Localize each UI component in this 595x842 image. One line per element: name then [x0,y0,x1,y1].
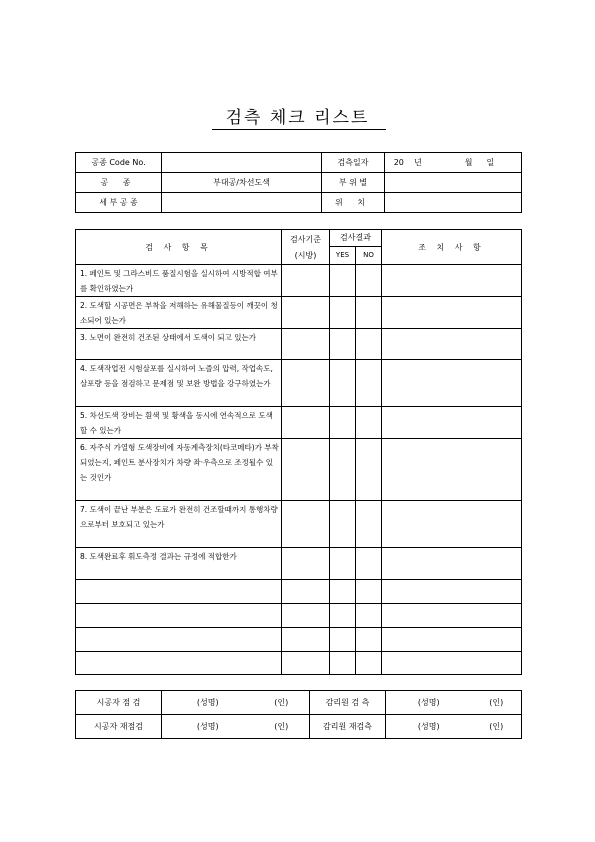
checklist-item-text: 4. 도색작업전 시험살포를 실시하여 노즐의 압력, 작업속도, 살포량 등을 점검하고 문제점 및 보완 방법을 강구하였는가 [76,360,282,407]
checklist-action-cell[interactable] [382,652,522,675]
checklist-standard-cell[interactable] [282,604,330,628]
checklist-yes-cell[interactable] [330,329,356,360]
checklist-standard-cell[interactable] [282,407,330,439]
checklist-no-cell[interactable] [356,297,382,329]
checklist-item-text: 1. 페인트 및 그라스비드 품질시험을 실시하여 시방적합 여부를 확인하였는가 [76,265,282,297]
signoff-contractor-recheck-label: 시공자 재점검 [76,715,162,739]
checklist-action-cell[interactable] [382,329,522,360]
checklist-action-cell[interactable] [382,439,522,501]
checklist-row [76,628,522,652]
checklist-row [76,604,522,628]
checklist-row [76,265,522,297]
info-label-date: 검측일자 [322,153,385,173]
checklist-no-cell[interactable] [356,652,382,675]
checklist-yes-cell[interactable] [330,265,356,297]
checklist-standard-cell[interactable] [282,652,330,675]
checklist-standard-cell[interactable] [282,329,330,360]
signoff-contractor-seal[interactable]: (인) [254,691,310,715]
signoff-contractor-recheck-name[interactable]: (성명) [162,715,254,739]
signoff-contractor-recheck-seal[interactable]: (인) [254,715,310,739]
info-label-location: 위 치 [322,193,385,213]
checklist-standard-cell[interactable] [282,360,330,407]
checklist-no-cell[interactable] [356,580,382,604]
checklist-item-text: 6. 자주식 가열형 도색장비에 자동계측장치(타코메타)가 부착되었는지, 페인트 분사장치가 차량 좌·우측으로 조정될수 있는 것인가 [76,439,282,501]
info-date-month[interactable] [431,153,477,173]
header-standard [282,230,330,265]
checklist-standard-cell[interactable] [282,628,330,652]
checklist-yes-cell[interactable] [330,628,356,652]
checklist-action-cell[interactable] [382,297,522,329]
checklist-action-cell[interactable] [382,548,522,580]
checklist-body [76,265,522,675]
checklist-yes-cell[interactable] [330,501,356,548]
checklist-standard-cell[interactable] [282,548,330,580]
date-month-unit: 월 [464,158,473,167]
title-underline [212,129,386,130]
checklist-header-row-1 [76,230,522,247]
checklist-action-cell[interactable] [382,604,522,628]
document-title: 검측 체크 리스트 [225,108,370,128]
checklist-standard-cell[interactable] [282,501,330,548]
checklist-yes-cell[interactable] [330,407,356,439]
checklist-action-cell[interactable] [382,580,522,604]
signoff-supervisor-name[interactable]: (성명) [386,691,472,715]
info-label-part: 부 위 별 [322,173,385,193]
header-no: NO [356,246,382,264]
checklist-row [76,407,522,439]
checklist-action-cell[interactable] [382,407,522,439]
checklist-item-text: 5. 차선도색 장비는 흰색 및 황색을 동시에 연속적으로 도색할 수 있는가 [76,407,282,439]
checklist-row [76,439,522,501]
info-date-year[interactable] [385,153,431,173]
checklist-yes-cell[interactable] [330,604,356,628]
header-item [76,230,282,265]
checklist-row [76,580,522,604]
checklist-no-cell[interactable] [356,265,382,297]
checklist-item-text: 7. 도색이 끝난 부분은 도료가 완전히 건조할때까지 통행차량으로부터 보호되고 있는가 [76,501,282,548]
checklist-row [76,652,522,675]
checklist-item-text: 2. 도색할 시공면은 부착을 저해하는 유해물질등이 깨끗이 청소되어 있는가 [76,297,282,329]
info-row-detail [76,193,522,213]
info-label-detail: 세 부 공 종 [76,193,162,213]
checklist-row [76,329,522,360]
info-row-work-type [76,173,522,193]
signoff-contractor-check-label: 시공자 점 검 [76,691,162,715]
info-value-location[interactable] [385,193,522,213]
signoff-table [75,690,522,739]
checklist-action-cell[interactable] [382,501,522,548]
signoff-row-1 [76,691,522,715]
checklist-no-cell[interactable] [356,548,382,580]
date-year-unit: 년 [414,158,422,167]
checklist-item-text: 3. 노면이 완전히 건조된 상태에서 도색이 되고 있는가 [76,329,282,360]
info-value-detail[interactable] [162,193,322,213]
checklist-row [76,360,522,407]
checklist-no-cell[interactable] [356,360,382,407]
checklist-yes-cell[interactable] [330,548,356,580]
header-action-label: 조 치 사 항 [418,242,485,252]
checklist-action-cell[interactable] [382,265,522,297]
checklist-standard-cell[interactable] [282,297,330,329]
checklist-no-cell[interactable] [356,439,382,501]
checklist-standard-cell[interactable] [282,580,330,604]
info-label-work-type: 공 종 [76,173,162,193]
info-value-work-type[interactable]: 부대공/차선도색 [162,173,322,193]
checklist-standard-cell[interactable] [282,265,330,297]
checklist-yes-cell[interactable] [330,580,356,604]
checklist-item-text [76,604,282,628]
checklist-row [76,297,522,329]
signoff-supervisor-seal[interactable]: (인) [472,691,522,715]
checklist-action-cell[interactable] [382,628,522,652]
header-action [382,230,522,265]
signoff-supervisor-reinspect-name[interactable]: (성명) [386,715,472,739]
checklist-no-cell[interactable] [356,628,382,652]
checklist-yes-cell[interactable] [330,360,356,407]
header-yes: YES [330,246,356,264]
checklist-item-text: 8. 도색완료후 휘도측정 결과는 규정에 적합한가 [76,548,282,580]
header-standard-label: 검사기준 [290,234,321,244]
info-value-part[interactable] [385,173,522,193]
checklist-no-cell[interactable] [356,501,382,548]
signoff-contractor-name[interactable]: (성명) [162,691,254,715]
checklist-row [76,501,522,548]
checklist-item-text [76,628,282,652]
header-result: 검사결과 [330,230,382,247]
info-table [75,152,522,213]
signoff-row-2 [76,715,522,739]
checklist-yes-cell[interactable] [330,439,356,501]
checklist-no-cell[interactable] [356,407,382,439]
header-standard-sub: (시방) [294,250,317,260]
info-row-code [76,153,522,173]
checklist-action-cell[interactable] [382,360,522,407]
checklist-item-text [76,652,282,675]
checklist-table [75,229,522,675]
checklist-item-text [76,580,282,604]
checklist-row [76,548,522,580]
info-label-code: 공종 Code No. [76,153,162,173]
checklist-standard-cell[interactable] [282,439,330,501]
date-year: 20 [393,158,404,167]
signoff-supervisor-inspect-label: 감리원 검 측 [310,691,386,715]
signoff-supervisor-reinspect-seal[interactable]: (인) [472,715,522,739]
header-item-label: 검 사 항 목 [145,242,212,252]
signoff-supervisor-reinspect-label: 감리원 재검측 [310,715,386,739]
date-day-unit: 일 [486,158,495,167]
checklist-no-cell[interactable] [356,604,382,628]
info-value-code[interactable] [162,153,322,173]
info-date-day[interactable] [477,153,522,173]
checklist-yes-cell[interactable] [330,297,356,329]
checklist-no-cell[interactable] [356,329,382,360]
checklist-yes-cell[interactable] [330,652,356,675]
